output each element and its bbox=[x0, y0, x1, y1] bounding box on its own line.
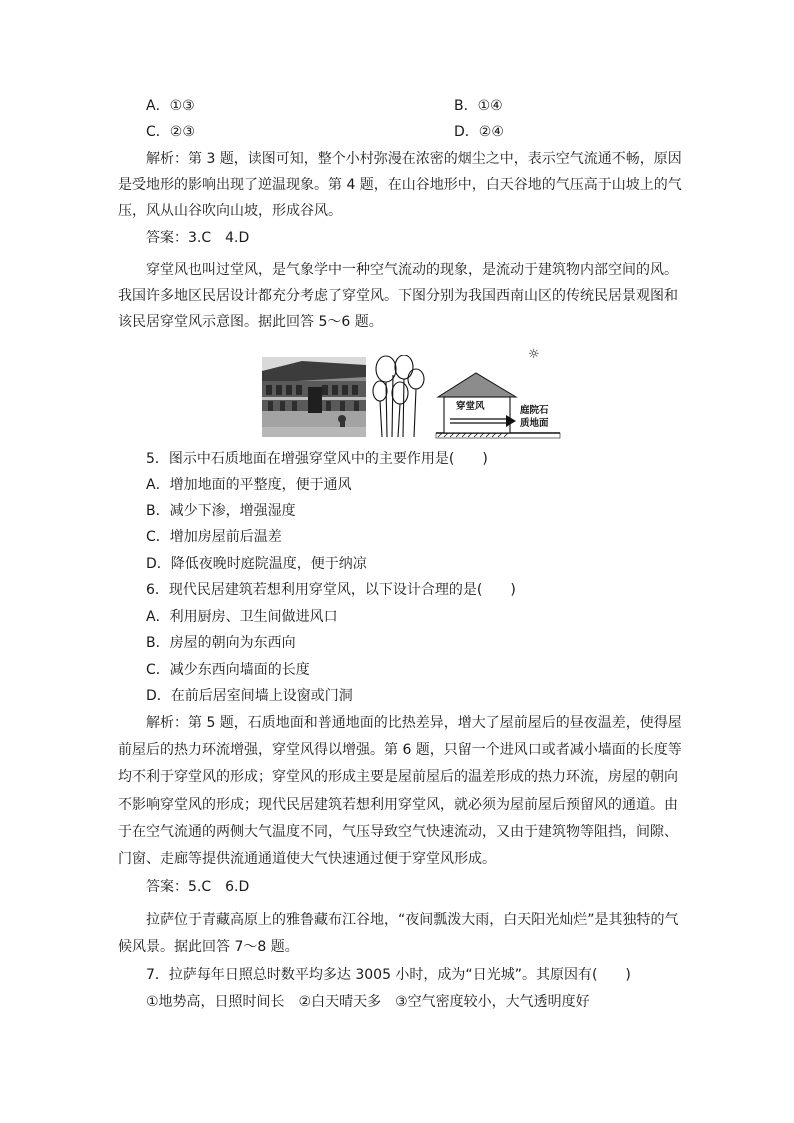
q5-stem: 5．图示中石质地面在增强穿堂风中的主要作用是( ) bbox=[146, 451, 488, 467]
analysis-5-6-line-4: 不影响穿堂风的形成；现代民居建筑若想利用穿堂风，就必须为屋前屋后预留风的通道。由 bbox=[118, 797, 678, 813]
q5-option-c: C．增加房屋前后温差 bbox=[146, 529, 282, 545]
q4-option-d: D．②④ bbox=[454, 124, 504, 140]
wind-label: 穿堂风 bbox=[456, 401, 485, 412]
q5-option-a: A．增加地面的平整度，便于通风 bbox=[146, 477, 352, 493]
q4-option-b: B．①④ bbox=[454, 98, 503, 114]
q6-option-c: C．减少东西向墙面的长度 bbox=[146, 662, 310, 678]
sun-icon: ☼ bbox=[528, 347, 540, 362]
dwelling-figure bbox=[262, 347, 562, 440]
intro-5-6-line-2: 我国许多地区民居设计都充分考虑了穿堂风。下图分别为我国西南山区的传统民居景观图和 bbox=[118, 288, 678, 304]
analysis-5-6-line-3: 均不利于穿堂风的形成；穿堂风的形成主要是屋前屋后的温差形成的热力环流，房屋的朝向 bbox=[118, 769, 678, 785]
q5-option-b: B．减少下渗，增强湿度 bbox=[146, 503, 296, 519]
analysis-5-6-line-5: 于在空气流通的两侧大气温度不同，气压导致空气快速流动，又由于建筑物等阻挡，间隙、 bbox=[118, 824, 678, 840]
q7-options: ①地势高，日照时间长 ②白天晴天多 ③空气密度较小，大气透明度好 bbox=[146, 994, 590, 1010]
q4-option-a: A．①③ bbox=[146, 98, 195, 114]
intro-7-8-line-2: 候风景。据此回答 7～8 题。 bbox=[118, 939, 299, 955]
intro-7-8-line-1: 拉萨位于青藏高原上的雅鲁藏布江谷地，“夜间瓢泼大雨，白天阳光灿烂”是其独特的气 bbox=[146, 912, 679, 928]
q4-option-c: C．②③ bbox=[146, 124, 195, 140]
dwelling-photo-image bbox=[262, 357, 366, 437]
q6-stem: 6．现代民居建筑若想利用穿堂风，以下设计合理的是( ) bbox=[146, 582, 516, 598]
analysis-5-6-line-2: 前屋后的热力环流增强，穿堂风得以增强。第 6 题，只留一个进风口或者减小墙面的长度等 bbox=[118, 742, 682, 758]
analysis-3-4-line-1: 解析：第 3 题，读图可知，整个小村弥漫在浓密的烟尘之中，表示空气流通不畅，原因 bbox=[146, 151, 682, 167]
q6-option-b: B．房屋的朝向为东西向 bbox=[146, 635, 296, 651]
analysis-5-6-line-1: 解析：第 5 题，石质地面和普通地面的比热差异，增大了屋前屋后的昼夜温差，使得屋 bbox=[146, 715, 682, 731]
answer-5-6: 答案：5.C 6.D bbox=[146, 879, 250, 895]
q6-option-a: A．利用厨房、卫生间做进风口 bbox=[146, 609, 338, 625]
analysis-3-4-line-2: 是受地形的影响出现了逆温现象。第 4 题，在山谷地形中，白天谷地的气压高于山坡上的气 bbox=[118, 177, 682, 193]
q6-option-d: D．在前后居室间墙上设窗或门洞 bbox=[146, 688, 353, 704]
tree-icon bbox=[373, 355, 424, 437]
intro-5-6-line-1: 穿堂风也叫过堂风，是气象学中一种空气流动的现象，是流动于建筑物内部空间的风。 bbox=[146, 262, 678, 278]
analysis-5-6-line-6: 门窗、走廊等提供流通通道使大气快速通过便于穿堂风形成。 bbox=[118, 851, 496, 867]
q5-option-d: D．降低夜晚时庭院温度，便于纳凉 bbox=[146, 556, 367, 572]
answer-3-4: 答案：3.C 4.D bbox=[146, 230, 250, 246]
analysis-3-4-line-3: 压，风从山谷吹向山坡，形成谷风。 bbox=[118, 203, 342, 219]
ground-label-line-1: 庭院石 bbox=[520, 405, 549, 416]
ground-label-line-2: 质地面 bbox=[520, 418, 549, 429]
q7-stem: 7．拉萨每年日照总时数平均多达 3005 小时，成为“日光城”。其原因有( ) bbox=[146, 967, 631, 983]
wind-diagram bbox=[370, 347, 564, 440]
dwelling-photo bbox=[262, 357, 366, 437]
intro-5-6-line-3: 该民居穿堂风示意图。据此回答 5～6 题。 bbox=[118, 314, 383, 330]
